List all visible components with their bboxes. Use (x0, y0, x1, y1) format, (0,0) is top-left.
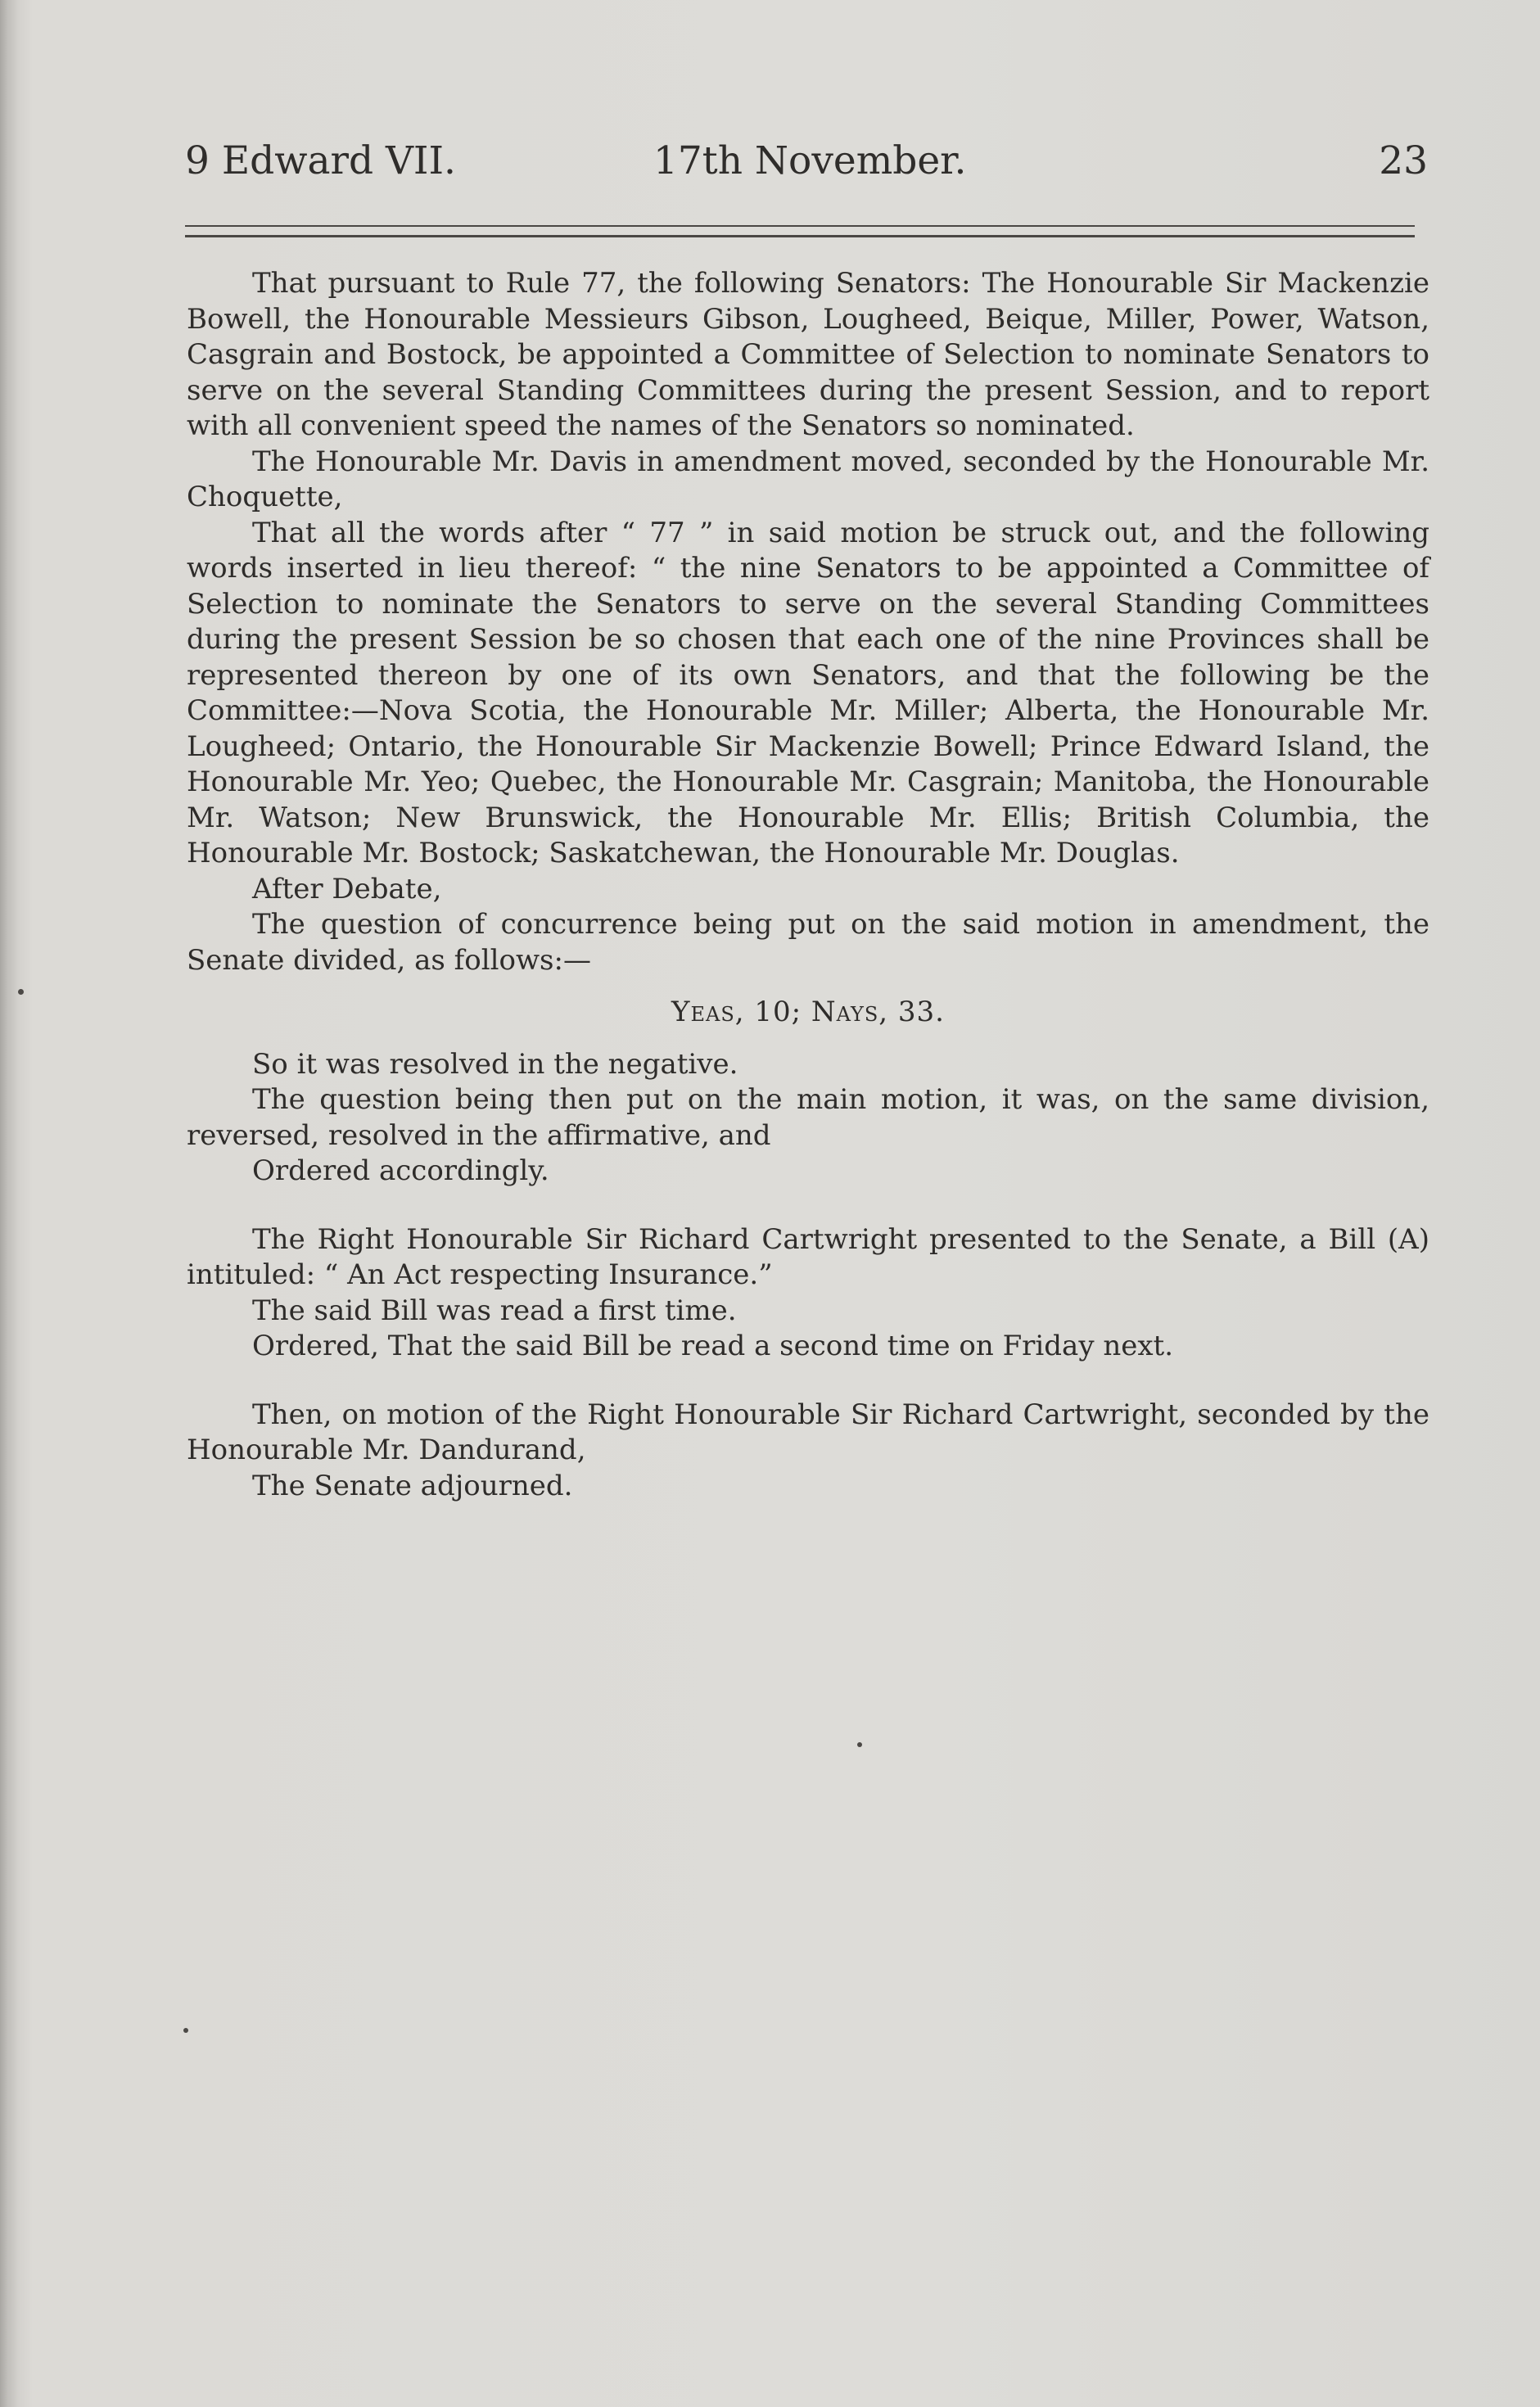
amendment-paragraph: The Honourable Mr. Davis in amendment moved, seconded by the Honourable Mr. Choquette, (187, 445, 1429, 513)
second-reading-paragraph: Ordered, That the said Bill be read a second time on Friday next. (252, 1330, 1174, 1362)
paper-speck (183, 2028, 188, 2033)
after-debate-paragraph: After Debate, (252, 872, 442, 905)
main-motion-paragraph: The question being then put on the main motion, it was, on the same division, reversed, resolved in the affirmative, and (187, 1083, 1429, 1152)
page-number: 23 (1379, 138, 1428, 183)
negative-paragraph: So it was resolved in the negative. (252, 1047, 738, 1081)
journal-body (187, 266, 1429, 1504)
header-rule-thick (185, 235, 1415, 237)
division-intro-paragraph: The question of concurrence being put on the said motion in amendment, the Senate divided, as follows:— (187, 908, 1429, 977)
section-gap (187, 1190, 1429, 1222)
paper-speck (857, 1742, 862, 1747)
adjourned-paragraph: The Senate adjourned. (252, 1469, 573, 1502)
motion-paragraph: That pursuant to Rule 77, the following Senators: The Honourable Sir Mackenzie Bowell, the Honourable Messieurs Gibson, Lougheed, Beique, Miller, Power, Watson, Casgrain and Bostock, be appointed a Committee of Selection to nominate Senators to serve on the several Standing Committees during the present Session, and to report with all convenient speed the names of the Senators so nominated. (187, 267, 1429, 442)
ordered-paragraph: Ordered accordingly. (252, 1154, 549, 1187)
amendment-text-paragraph: That all the words after “ 77 ” in said motion be struck out, and the following words inserted in lieu thereof: “ the nine Senators to be appointed a Committee of Selection to nominate the Senators to serve on the several Standing Committees during the present Session be so chosen that each one of the nine Provinces shall be represented thereon by one of its own Senators, and that the following be the Committee:—Nova Scotia, the Honourable Mr. Miller; Alberta, the Honourable Mr. Lougheed; Ontario, the Honourable Sir Mackenzie Bowell; Prince Edward Island, the Honourable Mr. Yeo; Quebec, the Honourable Mr. Casgrain; Manitoba, the Honourable Mr. Watson; New Brunswick, the Honourable Mr. Ellis; British Columbia, the Honourable Mr. Bostock; Saskatchewan, the Honourable Mr. Douglas. (187, 516, 1429, 869)
division-result: Yeas, 10; Nays, 33. (671, 996, 945, 1028)
running-header (185, 133, 1429, 190)
header-date: 17th November. (653, 138, 967, 183)
header-rule-thin (185, 225, 1415, 227)
first-reading-paragraph: The said Bill was read a first time. (252, 1294, 737, 1327)
paper-speck (18, 989, 24, 995)
adjournment-motion-paragraph: Then, on motion of the Right Honourable Sir Richard Cartwright, seconded by the Honourable Mr. Dandurand, (187, 1398, 1429, 1466)
bill-presented-paragraph: The Right Honourable Sir Richard Cartwright presented to the Senate, a Bill (A) intituled: “ An Act respecting Insurance.” (187, 1222, 1429, 1291)
regnal-year: 9 Edward VII. (185, 138, 456, 183)
section-gap (187, 1365, 1429, 1398)
binding-gutter (0, 0, 18, 2407)
